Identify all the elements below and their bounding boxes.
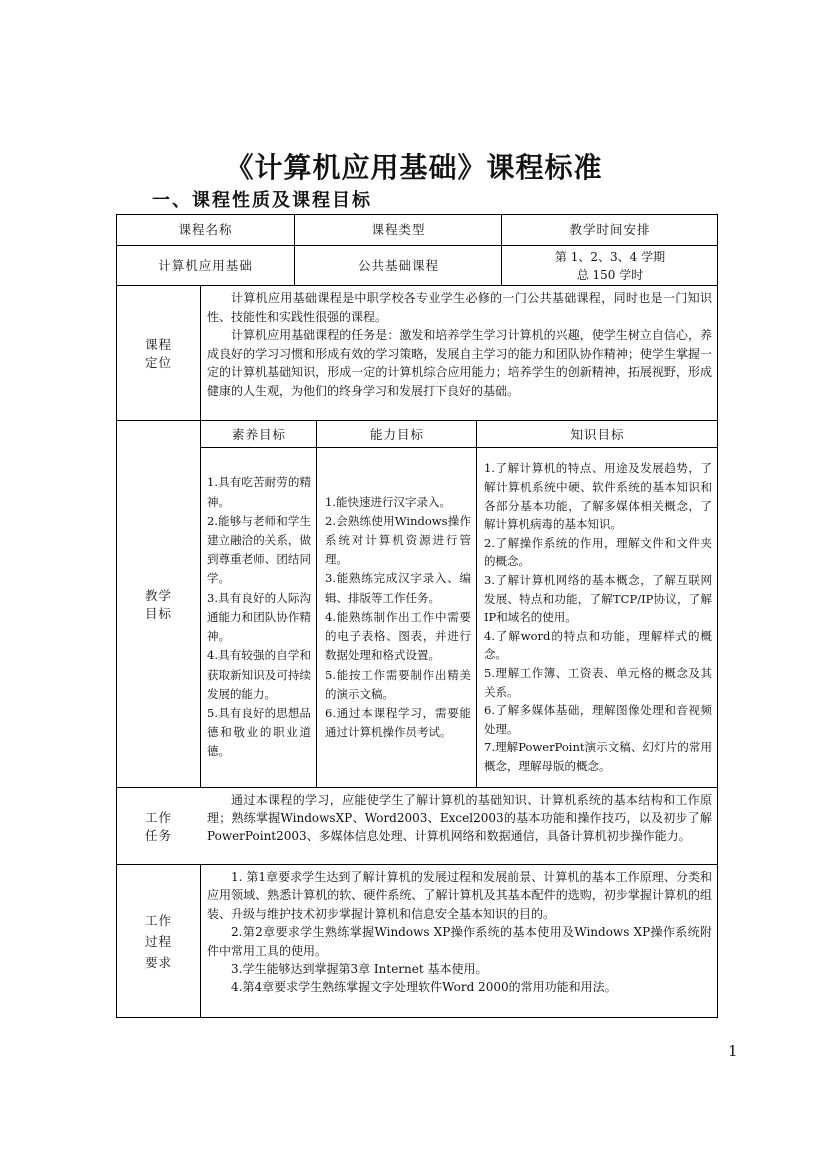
document-title: 《计算机应用基础》课程标准 (225, 151, 603, 184)
section-heading: 一、课程性质及课程目标 (152, 190, 372, 211)
literacy-objectives-list (201, 448, 317, 787)
process-label (116, 865, 201, 1018)
list-item: 1.了解计算机的特点、用途及发展趋势，了解计算机系统中硬、软件系统的基本知识和各部分基本功能，了解多媒体相关概念，了解计算机病毒的基本知识。 (484, 461, 712, 532)
ability-objectives-list (317, 448, 477, 787)
knowledge-objectives-header: 知识目标 (570, 426, 625, 442)
process-content (201, 865, 718, 1018)
process-paragraph: 1. 第1章要求学生达到了解计算机的发展过程和发展前景、计算机的基本工作原理、分类和应用领域、熟悉计算机的软、硬件系统、了解计算机及其基本配件的选购，初步掌握计算机的组装、升级与维护技术初步掌握计算机和信息安全基本知识的目的。 (207, 870, 712, 921)
page-number: 1 (728, 1042, 738, 1060)
list-item: 5.能按工作需要制作出精美的演示文稿。 (325, 667, 471, 701)
positioning-paragraph: 计算机应用基础课程的任务是：激发和培养学生学习计算机的兴趣，使学生树立自信心，养成良好的学习习惯和形成有效的学习策略，发展自主学习的能力和团队协作精神；使学生掌握一定的计算机基础知识，形成一定的计算机综合应用能力；培养学生的创新精神，拓展视野，形成健康的人生观，为他们的终身学习和发展打下良好的基础。 (207, 328, 712, 398)
work-task-label (116, 788, 201, 865)
list-item: 3.能熟练完成汉字录入、编辑、排版等工作任务。 (325, 571, 471, 605)
list-item: 5.理解工作簿、工资表、单元格的概念及其关系。 (484, 665, 712, 699)
ability-objectives-header: 能力目标 (369, 426, 424, 442)
list-item: 2.能够与老师和学生建立融洽的关系，做到尊重老师、团结同学。 (207, 513, 311, 586)
course-name-header: 课程名称 (178, 222, 233, 237)
semesters-text: 第 1、2、3、4 学期 (554, 250, 666, 264)
list-item: 3.具有良好的人际沟通能力和团队协作精神。 (207, 590, 311, 644)
process-label-line1: 工作 (144, 913, 172, 928)
positioning-label (116, 286, 201, 421)
schedule-header: 教学时间安排 (569, 222, 651, 237)
list-item: 5.具有良好的思想品德和敬业的职业道德。 (207, 705, 311, 759)
course-standard-table (116, 214, 718, 1018)
list-item: 6.通过本课程学习，需要能通过计算机操作员考试。 (325, 705, 471, 740)
list-item: 1.能快速进行汉字录入。 (325, 494, 451, 509)
work-task-label-line2: 任务 (144, 827, 172, 843)
schedule-value (502, 246, 718, 286)
positioning-label-line1: 课程 (144, 336, 172, 352)
objectives-label-line1: 教学 (144, 587, 172, 603)
list-item: 1.具有吃苦耐劳的精神。 (207, 475, 311, 509)
list-item: 2.了解操作系统的作用，理解文件和文件夹的概念。 (484, 535, 712, 569)
list-item: 3.了解计算机网络的基本概念，了解互联网发展、特点和功能，了解TCP/IP协议，了解IP和域名的使用。 (484, 573, 712, 625)
objectives-label-line2: 目标 (144, 605, 172, 621)
course-type-header: 课程类型 (371, 222, 426, 237)
course-type-value: 公共基础课程 (357, 258, 439, 273)
work-task-content: 通过本课程的学习，应能使学生了解计算机的基础知识、计算机系统的基本结构和工作原理；熟练掌握WindowsXP、Word2003、Excel2003的基本功能和操作技巧，以及初步了解PowerPoint2003、多媒体信息处理、计算机网络和数据通信，具备计算机初步操作能力。 (207, 793, 712, 843)
process-paragraph: 3.学生能够达到掌握第3章 Internet 基本使用。 (231, 962, 488, 977)
process-label-line3: 要求 (144, 955, 172, 970)
positioning-label-line2: 定位 (144, 354, 172, 370)
list-item: 4.具有较强的自学和获取新知识及可持续发展的能力。 (207, 648, 311, 701)
list-item: 4.能熟练制作出工作中需要的电子表格、图表，并进行数据处理和格式设置。 (325, 609, 471, 663)
list-item: 2.会熟练使用Windows操作系统对计算机资源进行管理。 (325, 513, 471, 567)
literacy-objectives-header: 素养目标 (231, 426, 286, 442)
knowledge-objectives-list (477, 448, 718, 787)
list-item: 4.了解word的特点和功能，理解样式的概念。 (484, 628, 712, 662)
list-item: 7.理解PowerPoint演示文稿、幻灯片的常用概念，理解母版的概念。 (484, 740, 712, 773)
list-item: 6.了解多媒体基础，理解图像处理和音视频处理。 (484, 703, 712, 736)
process-paragraph: 2.第2章要求学生熟练掌握Windows XP操作系统的基本使用及Windows XP操作系统附件中常用工具的使用。 (207, 925, 712, 958)
positioning-paragraph: 计算机应用基础课程是中职学校各专业学生必修的一门公共基础课程，同时也是一门知识性、技能性和实践性很强的课程。 (207, 291, 712, 324)
process-paragraph: 4.第4章要求学生熟练掌握文字处理软件Word 2000的常用功能和用法。 (231, 980, 617, 995)
course-name-value: 计算机应用基础 (158, 258, 253, 273)
work-task-label-line1: 工作 (144, 809, 172, 825)
objectives-label (116, 421, 201, 788)
positioning-content (201, 286, 718, 421)
process-label-line2: 过程 (144, 934, 172, 949)
hours-text: 总 150 学时 (576, 268, 644, 282)
